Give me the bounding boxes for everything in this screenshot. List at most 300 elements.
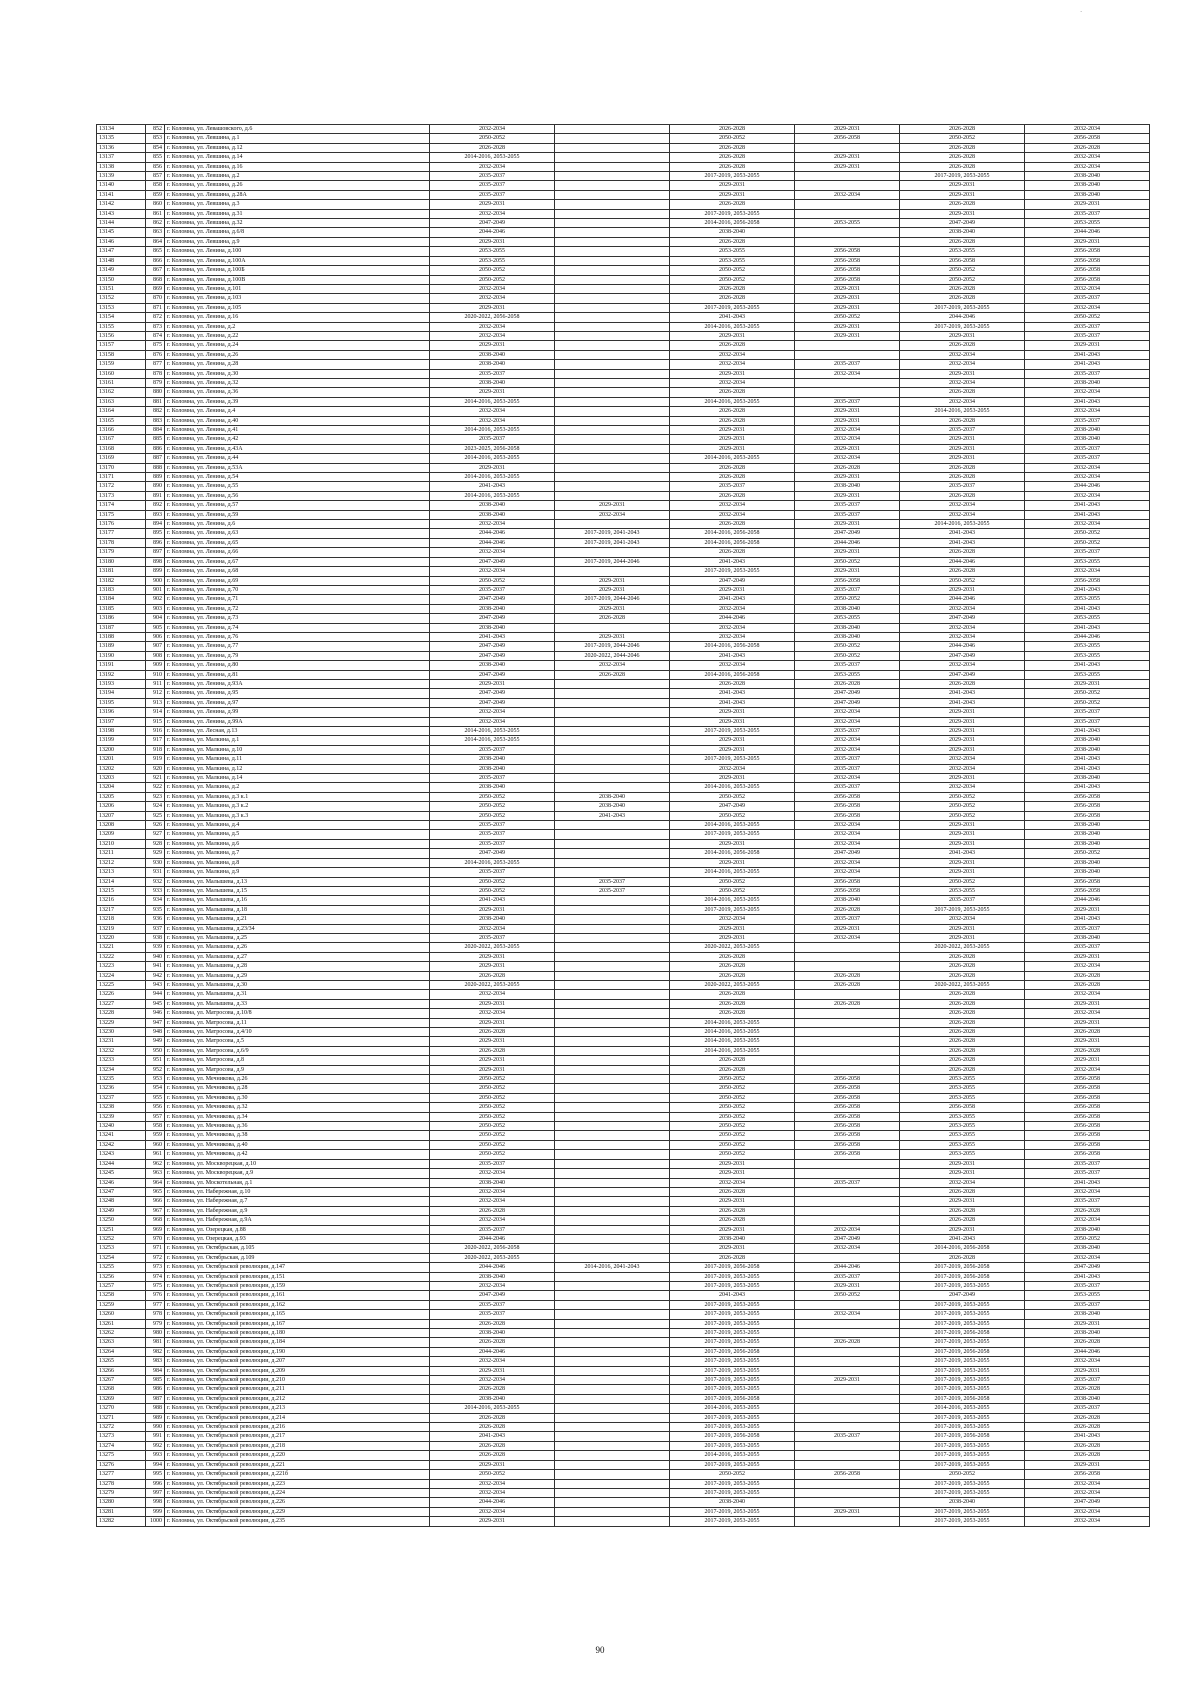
- period-cell-3: 2050-2052: [670, 134, 795, 143]
- period-cell-6: 2029-2031: [1025, 341, 1150, 350]
- row-number-cell: 864: [146, 237, 165, 246]
- period-cell-1: 2035-2037: [430, 774, 555, 783]
- period-cell-5: 2017-2019, 2056-2058: [900, 1394, 1025, 1403]
- period-cell-2: [555, 915, 670, 924]
- period-cell-4: 2029-2031: [795, 548, 900, 557]
- period-cell-5: 2050-2052: [900, 576, 1025, 585]
- period-cell-6: 2026-2028: [1025, 980, 1150, 989]
- address-cell: г. Коломна, ул. Октябрьской революции, д.162: [165, 1300, 430, 1309]
- address-cell: г. Коломна, ул. Октябрьской революции, д.207: [165, 1357, 430, 1366]
- period-cell-1: 2032-2034: [430, 990, 555, 999]
- period-cell-1: 2035-2037: [430, 585, 555, 594]
- period-cell-2: 2038-2040: [555, 802, 670, 811]
- period-cell-1: 2032-2034: [430, 520, 555, 529]
- period-cell-1: 2032-2034: [430, 708, 555, 717]
- period-cell-2: [555, 736, 670, 745]
- period-cell-6: 2026-2028: [1025, 1338, 1150, 1347]
- period-cell-3: 2017-2019, 2053-2055: [670, 1507, 795, 1516]
- row-id-cell: 13172: [97, 482, 146, 491]
- period-cell-3: 2017-2019, 2056-2058: [670, 1263, 795, 1272]
- period-cell-3: 2026-2028: [670, 548, 795, 557]
- period-cell-2: [555, 830, 670, 839]
- period-cell-3: 2017-2019, 2053-2055: [670, 1413, 795, 1422]
- period-cell-5: 2026-2028: [900, 1018, 1025, 1027]
- period-cell-5: 2026-2028: [900, 284, 1025, 293]
- address-cell: г. Коломна, ул. Ленина, д.105: [165, 303, 430, 312]
- address-cell: г. Коломна, ул. Ленина, д.100А: [165, 256, 430, 265]
- period-cell-3: 2029-2031: [670, 774, 795, 783]
- period-cell-3: 2014-2016, 2053-2055: [670, 821, 795, 830]
- period-cell-2: 2026-2028: [555, 614, 670, 623]
- period-cell-3: 2014-2016, 2056-2058: [670, 670, 795, 679]
- table-row: [97, 473, 1150, 482]
- address-cell: г. Коломна, ул. Октябрьской революции, д.216: [165, 1423, 430, 1432]
- period-cell-4: 2035-2037: [795, 1178, 900, 1187]
- period-cell-4: 2056-2058: [795, 886, 900, 895]
- period-cell-4: [795, 181, 900, 190]
- period-cell-4: [795, 1404, 900, 1413]
- period-cell-3: 2050-2052: [670, 886, 795, 895]
- period-cell-2: [555, 1037, 670, 1046]
- period-cell-5: 2026-2028: [900, 952, 1025, 961]
- period-cell-5: 2050-2052: [900, 266, 1025, 275]
- period-cell-6: 2035-2037: [1025, 1159, 1150, 1168]
- period-cell-4: [795, 1037, 900, 1046]
- row-number-cell: 887: [146, 454, 165, 463]
- address-cell: г. Коломна, ул. Ленина, д.99: [165, 708, 430, 717]
- period-cell-1: 2014-2016, 2053-2055: [430, 736, 555, 745]
- period-cell-4: 2032-2034: [795, 426, 900, 435]
- row-id-cell: 13186: [97, 614, 146, 623]
- period-cell-1: 2038-2040: [430, 661, 555, 670]
- period-cell-6: 2032-2034: [1025, 1065, 1150, 1074]
- row-number-cell: 918: [146, 745, 165, 754]
- period-cell-1: 2032-2034: [430, 284, 555, 293]
- period-cell-5: 2026-2028: [900, 153, 1025, 162]
- row-id-cell: 13239: [97, 1112, 146, 1121]
- period-cell-1: 2014-2016, 2053-2055: [430, 1404, 555, 1413]
- period-cell-3: 2017-2019, 2056-2058: [670, 1394, 795, 1403]
- period-cell-1: 2029-2031: [430, 1018, 555, 1027]
- row-number-cell: 926: [146, 821, 165, 830]
- period-cell-5: 2041-2043: [900, 698, 1025, 707]
- address-cell: г. Коломна, ул. Набережная, д.9: [165, 1206, 430, 1215]
- period-cell-4: 2035-2037: [795, 783, 900, 792]
- period-cell-5: 2041-2043: [900, 538, 1025, 547]
- address-cell: г. Коломна, ул. Октябрьской революции, д.235: [165, 1517, 430, 1526]
- period-cell-6: 2056-2058: [1025, 134, 1150, 143]
- table-row: [97, 868, 1150, 877]
- period-cell-5: 2026-2028: [900, 463, 1025, 472]
- table-row: [97, 614, 1150, 623]
- period-cell-5: 2038-2040: [900, 1498, 1025, 1507]
- row-id-cell: 13274: [97, 1441, 146, 1450]
- row-number-cell: 949: [146, 1037, 165, 1046]
- period-cell-4: 2032-2034: [795, 830, 900, 839]
- row-id-cell: 13152: [97, 294, 146, 303]
- period-cell-5: 2026-2028: [900, 1037, 1025, 1046]
- address-cell: г. Коломна, ул. Озерецкая, д.93: [165, 1234, 430, 1243]
- period-cell-6: 2038-2040: [1025, 821, 1150, 830]
- period-cell-6: 2029-2031: [1025, 999, 1150, 1008]
- table-row: [97, 604, 1150, 613]
- period-cell-3: 2029-2031: [670, 585, 795, 594]
- table-row: [97, 181, 1150, 190]
- row-id-cell: 13237: [97, 1093, 146, 1102]
- period-cell-5: 2050-2052: [900, 1470, 1025, 1479]
- address-cell: г. Коломна, ул. Октябрьской революции, д.211: [165, 1385, 430, 1394]
- row-number-cell: 936: [146, 915, 165, 924]
- address-cell: г. Коломна, ул. Малкина, д.8: [165, 858, 430, 867]
- period-cell-6: 2035-2037: [1025, 416, 1150, 425]
- row-id-cell: 13229: [97, 1018, 146, 1027]
- row-number-cell: 948: [146, 1028, 165, 1037]
- address-cell: г. Коломна, ул. Ленина, д.100Б: [165, 266, 430, 275]
- period-cell-6: 2035-2037: [1025, 444, 1150, 453]
- row-id-cell: 13264: [97, 1347, 146, 1356]
- address-cell: г. Коломна, ул. Матросова, д.11: [165, 1018, 430, 1027]
- period-cell-4: 2032-2034: [795, 369, 900, 378]
- address-cell: г. Коломна, ул. Ленина, д.103: [165, 294, 430, 303]
- period-cell-1: 2050-2052: [430, 1131, 555, 1140]
- row-id-cell: 13269: [97, 1394, 146, 1403]
- period-cell-3: 2050-2052: [670, 1084, 795, 1093]
- period-cell-2: [555, 1319, 670, 1328]
- address-cell: г. Коломна, ул. Ленина, д.32: [165, 378, 430, 387]
- period-cell-3: 2026-2028: [670, 341, 795, 350]
- period-cell-6: 2035-2037: [1025, 294, 1150, 303]
- table-row: [97, 952, 1150, 961]
- period-cell-1: 2038-2040: [430, 915, 555, 924]
- period-cell-2: [555, 952, 670, 961]
- period-cell-6: 2038-2040: [1025, 435, 1150, 444]
- period-cell-1: 2026-2028: [430, 1385, 555, 1394]
- address-cell: г. Коломна, ул. Ленина, д.40: [165, 416, 430, 425]
- period-cell-2: [555, 1385, 670, 1394]
- period-cell-6: 2032-2034: [1025, 1253, 1150, 1262]
- period-cell-4: 2032-2034: [795, 839, 900, 848]
- table-row: [97, 802, 1150, 811]
- address-cell: г. Коломна, ул. Малкина, д.3 к.2: [165, 802, 430, 811]
- period-cell-6: 2026-2028: [1025, 1413, 1150, 1422]
- period-cell-5: 2044-2046: [900, 642, 1025, 651]
- period-cell-5: 2047-2049: [900, 1291, 1025, 1300]
- period-cell-4: 2035-2037: [795, 764, 900, 773]
- row-id-cell: 13156: [97, 331, 146, 340]
- period-cell-6: 2041-2043: [1025, 585, 1150, 594]
- row-number-cell: 901: [146, 585, 165, 594]
- address-cell: г. Коломна, ул. Левшина, д.1: [165, 134, 430, 143]
- address-cell: г. Коломна, ул. Малкина, д.3 к.1: [165, 792, 430, 801]
- row-id-cell: 13144: [97, 219, 146, 228]
- table-row: [97, 322, 1150, 331]
- period-cell-2: [555, 980, 670, 989]
- period-cell-4: 2056-2058: [795, 247, 900, 256]
- table-row: [97, 1122, 1150, 1131]
- row-number-cell: 992: [146, 1441, 165, 1450]
- period-cell-6: 2032-2034: [1025, 303, 1150, 312]
- address-cell: г. Коломна, ул. Малкина, д.2: [165, 783, 430, 792]
- table-row: [97, 557, 1150, 566]
- period-cell-4: 2032-2034: [795, 190, 900, 199]
- row-id-cell: 13196: [97, 708, 146, 717]
- period-cell-6: 2035-2037: [1025, 369, 1150, 378]
- period-cell-3: 2017-2019, 2053-2055: [670, 755, 795, 764]
- period-cell-5: 2014-2016, 2053-2055: [900, 520, 1025, 529]
- table-row: [97, 538, 1150, 547]
- table-row: [97, 1028, 1150, 1037]
- period-cell-1: 2029-2031: [430, 1460, 555, 1469]
- period-cell-3: 2050-2052: [670, 1093, 795, 1102]
- period-cell-3: 2029-2031: [670, 190, 795, 199]
- table-row: [97, 510, 1150, 519]
- period-cell-6: 2053-2055: [1025, 614, 1150, 623]
- period-cell-2: [555, 727, 670, 736]
- period-cell-3: 2041-2043: [670, 698, 795, 707]
- table-row: [97, 1093, 1150, 1102]
- address-cell: г. Коломна, ул. Малышева, д.15: [165, 886, 430, 895]
- period-cell-6: 2050-2052: [1025, 313, 1150, 322]
- address-cell: г. Коломна, ул. Левшина, д.12: [165, 143, 430, 152]
- period-cell-5: 2017-2019, 2053-2055: [900, 1460, 1025, 1469]
- period-cell-4: 2035-2037: [795, 661, 900, 670]
- period-cell-6: 2050-2052: [1025, 849, 1150, 858]
- period-cell-2: [555, 463, 670, 472]
- period-cell-1: 2032-2034: [430, 1216, 555, 1225]
- period-cell-5: 2056-2058: [900, 1103, 1025, 1112]
- period-cell-4: 2032-2034: [795, 435, 900, 444]
- address-cell: г. Коломна, ул. Ленина, д.65: [165, 538, 430, 547]
- table-row: [97, 209, 1150, 218]
- address-cell: г. Коломна, ул. Ленина, д.36: [165, 388, 430, 397]
- address-cell: г. Коломна, ул. Мечникова, д.30: [165, 1093, 430, 1102]
- row-id-cell: 13241: [97, 1131, 146, 1140]
- period-cell-2: [555, 219, 670, 228]
- period-cell-2: [555, 1347, 670, 1356]
- period-cell-2: [555, 1009, 670, 1018]
- period-cell-2: [555, 905, 670, 914]
- row-number-cell: 858: [146, 181, 165, 190]
- period-cell-4: [795, 1159, 900, 1168]
- table-row: [97, 990, 1150, 999]
- period-cell-5: 2017-2019, 2053-2055: [900, 1376, 1025, 1385]
- period-cell-4: [795, 1366, 900, 1375]
- period-cell-6: 2038-2040: [1025, 839, 1150, 848]
- period-cell-5: 2017-2019, 2053-2055: [900, 1338, 1025, 1347]
- period-cell-1: 2014-2016, 2053-2055: [430, 858, 555, 867]
- table-row: [97, 397, 1150, 406]
- period-cell-1: 2050-2052: [430, 576, 555, 585]
- period-cell-2: [555, 284, 670, 293]
- table-row: [97, 1056, 1150, 1065]
- period-cell-4: 2029-2031: [795, 473, 900, 482]
- period-cell-4: [795, 1347, 900, 1356]
- period-cell-3: 2014-2016, 2053-2055: [670, 397, 795, 406]
- table-row: [97, 877, 1150, 886]
- table-row: [97, 1291, 1150, 1300]
- period-cell-1: 2020-2022, 2056-2058: [430, 313, 555, 322]
- row-id-cell: 13182: [97, 576, 146, 585]
- row-number-cell: 925: [146, 811, 165, 820]
- period-cell-6: 2029-2031: [1025, 679, 1150, 688]
- period-cell-3: 2026-2028: [670, 999, 795, 1008]
- period-cell-6: 2026-2028: [1025, 1206, 1150, 1215]
- period-cell-1: 2047-2049: [430, 219, 555, 228]
- row-number-cell: 919: [146, 755, 165, 764]
- period-cell-6: 2026-2028: [1025, 1385, 1150, 1394]
- period-cell-4: 2029-2031: [795, 153, 900, 162]
- address-cell: г. Коломна, ул. Октябрьской революции, д.223: [165, 1479, 430, 1488]
- period-cell-3: 2014-2016, 2053-2055: [670, 1028, 795, 1037]
- address-cell: г. Коломна, ул. Малышева, д.28: [165, 962, 430, 971]
- period-cell-6: 2038-2040: [1025, 1329, 1150, 1338]
- table-row: [97, 924, 1150, 933]
- period-cell-4: 2053-2055: [795, 670, 900, 679]
- period-cell-5: 2017-2019, 2053-2055: [900, 1507, 1025, 1516]
- period-cell-4: 2026-2028: [795, 905, 900, 914]
- period-cell-5: 2017-2019, 2053-2055: [900, 1479, 1025, 1488]
- table-row: [97, 1488, 1150, 1497]
- address-cell: г. Коломна, ул. Ленина, д.28: [165, 360, 430, 369]
- row-number-cell: 908: [146, 651, 165, 660]
- period-cell-2: [555, 1441, 670, 1450]
- period-cell-5: 2026-2028: [900, 473, 1025, 482]
- period-cell-5: 2044-2046: [900, 313, 1025, 322]
- row-id-cell: 13245: [97, 1169, 146, 1178]
- period-cell-3: 2026-2028: [670, 952, 795, 961]
- period-cell-1: 2020-2022, 2053-2055: [430, 943, 555, 952]
- period-cell-2: 2029-2031: [555, 604, 670, 613]
- period-cell-1: 2035-2037: [430, 868, 555, 877]
- period-cell-2: [555, 407, 670, 416]
- period-cell-6: 2041-2043: [1025, 1272, 1150, 1281]
- schedule-table: [96, 124, 1150, 1527]
- row-id-cell: 13170: [97, 463, 146, 472]
- period-cell-1: 2038-2040: [430, 755, 555, 764]
- row-number-cell: 955: [146, 1093, 165, 1102]
- period-cell-4: [795, 1498, 900, 1507]
- row-id-cell: 13153: [97, 303, 146, 312]
- period-cell-4: 2053-2055: [795, 219, 900, 228]
- period-cell-5: 2017-2019, 2053-2055: [900, 1441, 1025, 1450]
- address-cell: г. Коломна, ул. Ленина, д.26: [165, 350, 430, 359]
- period-cell-5: 2029-2031: [900, 839, 1025, 848]
- period-cell-5: 2032-2034: [900, 783, 1025, 792]
- period-cell-6: 2032-2034: [1025, 1357, 1150, 1366]
- row-number-cell: 891: [146, 491, 165, 500]
- row-number-cell: 938: [146, 933, 165, 942]
- period-cell-6: 2041-2043: [1025, 764, 1150, 773]
- period-cell-5: 2026-2028: [900, 548, 1025, 557]
- period-cell-4: [795, 1385, 900, 1394]
- period-cell-6: 2038-2040: [1025, 1225, 1150, 1234]
- row-number-cell: 974: [146, 1272, 165, 1281]
- row-id-cell: 13199: [97, 736, 146, 745]
- row-id-cell: 13275: [97, 1451, 146, 1460]
- period-cell-3: 2029-2031: [670, 1169, 795, 1178]
- period-cell-5: 2017-2019, 2053-2055: [900, 1319, 1025, 1328]
- row-id-cell: 13254: [97, 1253, 146, 1262]
- row-id-cell: 13211: [97, 849, 146, 858]
- period-cell-3: 2017-2019, 2053-2055: [670, 209, 795, 218]
- address-cell: г. Коломна, ул. Ленина, д.4: [165, 407, 430, 416]
- row-number-cell: 862: [146, 219, 165, 228]
- period-cell-1: 2047-2049: [430, 698, 555, 707]
- period-cell-4: [795, 1169, 900, 1178]
- period-cell-6: 2041-2043: [1025, 755, 1150, 764]
- row-number-cell: 996: [146, 1479, 165, 1488]
- period-cell-1: 2038-2040: [430, 501, 555, 510]
- address-cell: г. Коломна, ул. Ленина, д.69: [165, 576, 430, 585]
- period-cell-6: 2032-2034: [1025, 388, 1150, 397]
- row-id-cell: 13246: [97, 1178, 146, 1187]
- row-id-cell: 13223: [97, 962, 146, 971]
- period-cell-6: 2041-2043: [1025, 604, 1150, 613]
- period-cell-4: [795, 1329, 900, 1338]
- period-cell-2: [555, 1131, 670, 1140]
- period-cell-3: 2053-2055: [670, 256, 795, 265]
- row-number-cell: 941: [146, 962, 165, 971]
- row-id-cell: 13141: [97, 190, 146, 199]
- period-cell-4: [795, 378, 900, 387]
- table-row: [97, 1338, 1150, 1347]
- period-cell-1: 2014-2016, 2053-2055: [430, 153, 555, 162]
- period-cell-2: 2035-2037: [555, 886, 670, 895]
- period-cell-2: [555, 896, 670, 905]
- row-id-cell: 13137: [97, 153, 146, 162]
- row-number-cell: 863: [146, 228, 165, 237]
- period-cell-6: 2035-2037: [1025, 1404, 1150, 1413]
- period-cell-1: 2047-2049: [430, 595, 555, 604]
- period-cell-5: 2026-2028: [900, 491, 1025, 500]
- row-id-cell: 13161: [97, 378, 146, 387]
- address-cell: г. Коломна, ул. Малышева, д.26: [165, 943, 430, 952]
- period-cell-6: 2032-2034: [1025, 1009, 1150, 1018]
- period-cell-3: 2029-2031: [670, 1244, 795, 1253]
- period-cell-1: 2020-2022, 2053-2055: [430, 980, 555, 989]
- address-cell: г. Коломна, ул. Матросова, д.10/8: [165, 1009, 430, 1018]
- period-cell-1: 2035-2037: [430, 181, 555, 190]
- period-cell-1: 2032-2034: [430, 1376, 555, 1385]
- period-cell-3: 2026-2028: [670, 491, 795, 500]
- table-row: [97, 708, 1150, 717]
- period-cell-5: 2032-2034: [900, 501, 1025, 510]
- table-row: [97, 426, 1150, 435]
- period-cell-4: 2053-2055: [795, 614, 900, 623]
- address-cell: г. Коломна, ул. Матросова, д.8: [165, 1056, 430, 1065]
- period-cell-3: 2050-2052: [670, 1470, 795, 1479]
- row-number-cell: 923: [146, 792, 165, 801]
- period-cell-4: 2056-2058: [795, 802, 900, 811]
- row-id-cell: 13243: [97, 1150, 146, 1159]
- period-cell-4: [795, 1028, 900, 1037]
- period-cell-2: [555, 1056, 670, 1065]
- period-cell-3: 2032-2034: [670, 350, 795, 359]
- row-id-cell: 13147: [97, 247, 146, 256]
- table-row: [97, 1413, 1150, 1422]
- period-cell-5: 2026-2028: [900, 962, 1025, 971]
- row-id-cell: 13136: [97, 143, 146, 152]
- period-cell-1: 2047-2049: [430, 642, 555, 651]
- address-cell: г. Коломна, ул. Левшина, д.16: [165, 162, 430, 171]
- period-cell-5: 2017-2019, 2053-2055: [900, 322, 1025, 331]
- period-cell-2: [555, 313, 670, 322]
- period-cell-2: [555, 1413, 670, 1422]
- period-cell-1: 2035-2037: [430, 1300, 555, 1309]
- table-row: [97, 237, 1150, 246]
- period-cell-2: [555, 1140, 670, 1149]
- period-cell-4: 2032-2034: [795, 868, 900, 877]
